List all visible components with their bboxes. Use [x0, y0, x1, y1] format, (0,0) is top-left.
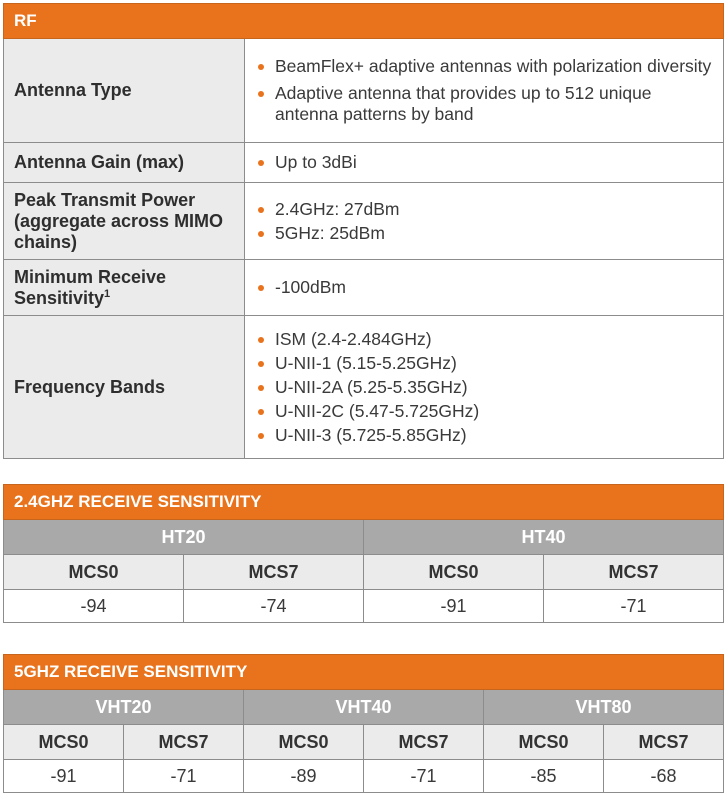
table-row — [4, 39, 724, 143]
sensitivity-value: -89 — [244, 760, 364, 793]
sensitivity-value: -85 — [484, 760, 604, 793]
table-row — [4, 260, 724, 316]
row-label-antenna-gain: Antenna Gain (max) — [4, 143, 245, 183]
sensitivity-value: -74 — [184, 590, 364, 623]
bullet-icon — [258, 361, 264, 367]
table-row — [4, 183, 724, 260]
list-item: -100dBm — [257, 277, 713, 298]
table-row — [4, 316, 724, 459]
bullet-icon — [258, 337, 264, 343]
bullet-icon — [258, 231, 264, 237]
row-label-frequency-bands: Frequency Bands — [4, 316, 245, 459]
list-item: U-NII-2A (5.25-5.35GHz) — [257, 377, 713, 398]
mcs-header: MCS7 — [604, 725, 724, 760]
sensitivity-value: -71 — [364, 760, 484, 793]
footnote-marker: 1 — [104, 287, 111, 300]
mcs-header: MCS7 — [364, 725, 484, 760]
bullet-icon — [258, 433, 264, 439]
row-label-peak-transmit-power: Peak Transmit Power (aggregate across MIMO chains) — [4, 183, 245, 260]
list-item: BeamFlex+ adaptive antennas with polarization diversity — [257, 56, 713, 77]
sensitivity-24ghz-table — [3, 484, 724, 623]
sensitivity-value: -94 — [4, 590, 184, 623]
list-item: U-NII-1 (5.15-5.25GHz) — [257, 353, 713, 374]
mcs-header: MCS0 — [4, 555, 184, 590]
list-item: 2.4GHz: 27dBm — [257, 199, 713, 220]
mcs-header: MCS0 — [364, 555, 544, 590]
row-value — [245, 260, 724, 316]
group-header-vht40: VHT40 — [244, 690, 484, 725]
sensitivity-value: -71 — [544, 590, 724, 623]
mcs-header: MCS0 — [244, 725, 364, 760]
mcs-header: MCS7 — [124, 725, 244, 760]
sensitivity-value: -68 — [604, 760, 724, 793]
list-item: U-NII-2C (5.47-5.725GHz) — [257, 401, 713, 422]
row-value — [245, 316, 724, 459]
mcs-header: MCS7 — [184, 555, 364, 590]
sensitivity-24ghz-title: 2.4GHZ RECEIVE SENSITIVITY — [4, 485, 724, 520]
group-header-ht40: HT40 — [364, 520, 724, 555]
row-value — [245, 143, 724, 183]
bullet-icon — [258, 285, 264, 291]
bullet-icon — [258, 64, 264, 70]
bullet-icon — [258, 385, 264, 391]
table-row — [4, 143, 724, 183]
row-label-antenna-type: Antenna Type — [4, 39, 245, 143]
list-item: 5GHz: 25dBm — [257, 223, 713, 244]
bullet-icon — [258, 207, 264, 213]
bullet-icon — [258, 91, 264, 97]
sensitivity-5ghz-table — [3, 654, 724, 793]
row-label-min-receive-sensitivity: Minimum Receive Sensitivity$^1$ — [4, 260, 245, 316]
sensitivity-value: -71 — [124, 760, 244, 793]
bullet-icon — [258, 409, 264, 415]
row-value — [245, 39, 724, 143]
list-item: Adaptive antenna that provides up to 512 unique antenna patterns by band — [257, 83, 713, 125]
mcs-header: MCS0 — [4, 725, 124, 760]
sensitivity-5ghz-title: 5GHZ RECEIVE SENSITIVITY — [4, 655, 724, 690]
mcs-header: MCS7 — [544, 555, 724, 590]
list-item: Up to 3dBi — [257, 152, 713, 173]
list-item: U-NII-3 (5.725-5.85GHz) — [257, 425, 713, 446]
bullet-icon — [258, 160, 264, 166]
rf-section-title: RF — [4, 4, 724, 39]
list-item: ISM (2.4-2.484GHz) — [257, 329, 713, 350]
group-header-vht20: VHT20 — [4, 690, 244, 725]
sensitivity-value: -91 — [364, 590, 544, 623]
group-header-vht80: VHT80 — [484, 690, 724, 725]
row-value — [245, 183, 724, 260]
rf-table — [3, 3, 724, 459]
group-header-ht20: HT20 — [4, 520, 364, 555]
mcs-header: MCS0 — [484, 725, 604, 760]
sensitivity-value: -91 — [4, 760, 124, 793]
